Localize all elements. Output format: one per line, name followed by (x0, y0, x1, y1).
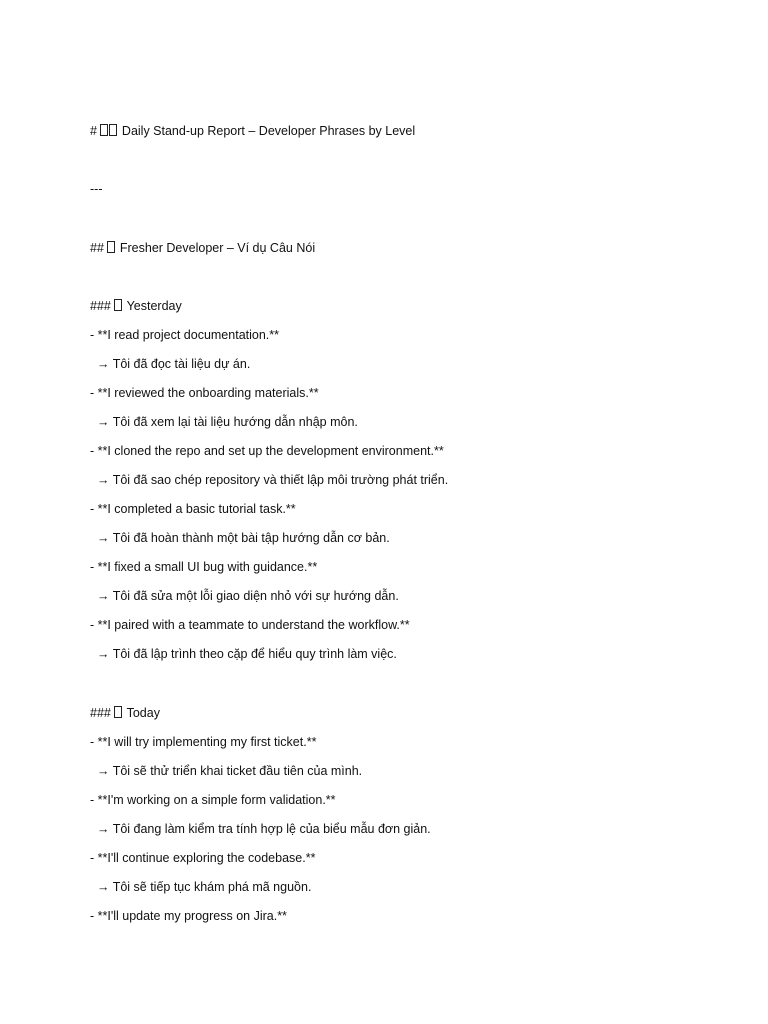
list-item-en: - **I will try implementing my first ticket.** (90, 735, 317, 749)
list-item-vi: → Tôi sẽ thử triển khai ticket đầu tiên của mình. (90, 764, 363, 778)
section-heading (90, 240, 315, 256)
missing-glyph-icon (109, 124, 117, 136)
document-title (90, 123, 415, 139)
missing-glyph-icon (114, 706, 122, 718)
list-item-vi: → Tôi đã sao chép repository và thiết lập môi trường phát triển. (90, 473, 449, 487)
list-item-en: - **I cloned the repo and set up the development environment.** (90, 444, 444, 458)
title-prefix: # (90, 124, 101, 138)
list-item-vi: → Tôi đã lập trình theo cặp để hiểu quy trình làm việc. (90, 647, 397, 661)
list-item-en: - **I'll update my progress on Jira.** (90, 909, 287, 923)
list-item-en: - **I paired with a teammate to understand the workflow.** (90, 618, 410, 632)
list-item-vi: → Tôi sẽ tiếp tục khám phá mã nguồn. (90, 880, 312, 894)
today-heading (90, 705, 160, 721)
heading-text: Today (123, 706, 160, 720)
heading-text: Yesterday (123, 299, 182, 313)
missing-glyph-icon (100, 124, 108, 136)
yesterday-heading (90, 298, 182, 314)
divider: --- (90, 182, 103, 196)
title-text: Daily Stand-up Report – Developer Phrases by Level (118, 124, 416, 138)
list-item-en: - **I read project documentation.** (90, 328, 279, 342)
list-item-en: - **I'll continue exploring the codebase.** (90, 851, 316, 865)
list-item-vi: → Tôi đã hoàn thành một bài tập hướng dẫn cơ bản. (90, 531, 390, 545)
heading-prefix: ### (90, 706, 115, 720)
section-prefix: ## (90, 241, 108, 255)
list-item-en: - **I reviewed the onboarding materials.** (90, 386, 319, 400)
list-item-vi: → Tôi đã sửa một lỗi giao diện nhỏ với sự hướng dẫn. (90, 589, 399, 603)
list-item-vi: → Tôi đã đọc tài liệu dự án. (90, 357, 251, 371)
list-item-en: - **I completed a basic tutorial task.** (90, 502, 296, 516)
list-item-en: - **I fixed a small UI bug with guidance.** (90, 560, 318, 574)
list-item-vi: → Tôi đang làm kiểm tra tính hợp lệ của biểu mẫu đơn giản. (90, 822, 431, 836)
list-item-en: - **I'm working on a simple form validation.** (90, 793, 336, 807)
missing-glyph-icon (107, 241, 115, 253)
missing-glyph-icon (114, 299, 122, 311)
list-item-vi: → Tôi đã xem lại tài liệu hướng dẫn nhập môn. (90, 415, 358, 429)
section-text: Fresher Developer – Ví dụ Câu Nói (116, 241, 316, 255)
heading-prefix: ### (90, 299, 115, 313)
